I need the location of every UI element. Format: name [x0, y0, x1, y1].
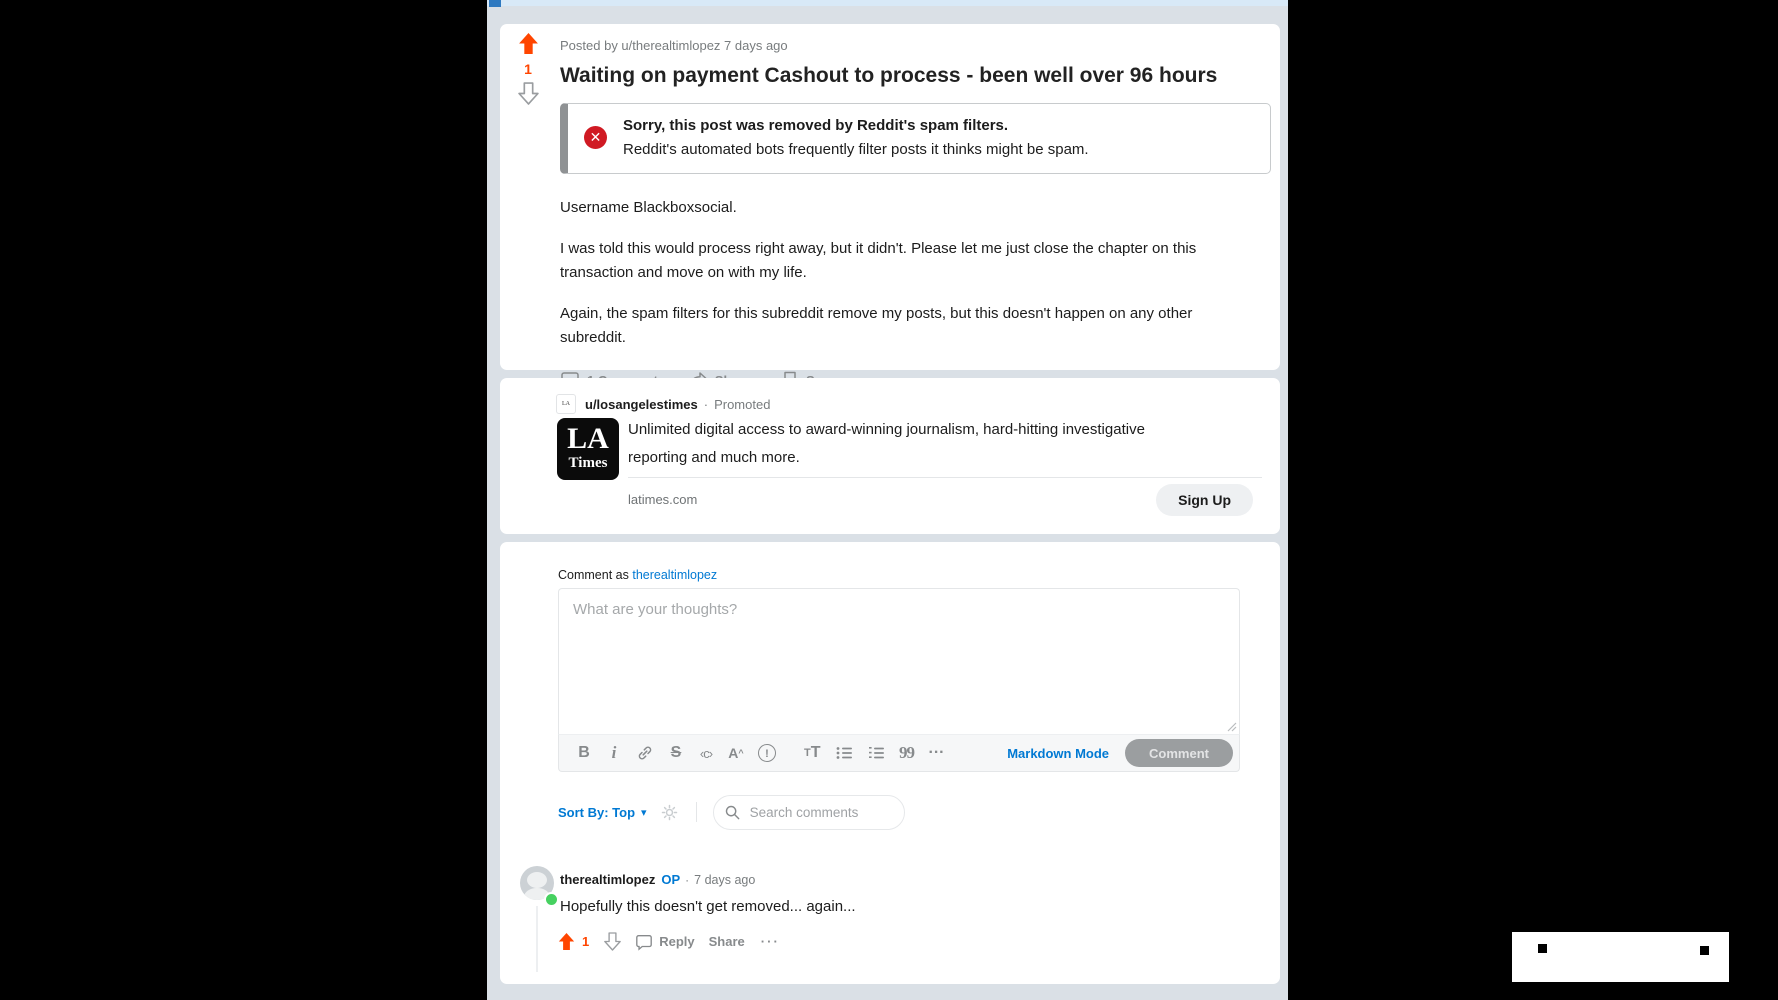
ad-promoted-label: Promoted [714, 396, 771, 412]
resize-handle[interactable] [1227, 722, 1237, 732]
post-meta: Posted by u/therealtimlopez 7 days ago [560, 38, 788, 53]
gear-icon[interactable] [661, 804, 678, 821]
spoiler-icon[interactable]: ! [758, 744, 776, 762]
comment-action-row [558, 932, 780, 951]
post-paragraph: Username Blackboxsocial. [560, 199, 737, 217]
italic-icon[interactable]: i [611, 743, 617, 762]
bulleted-list-icon[interactable] [835, 744, 853, 762]
op-badge: OP [661, 872, 681, 887]
artifact-square [1700, 946, 1709, 955]
bold-icon[interactable]: B [578, 744, 590, 761]
removal-body: Reddit's automated bots frequently filter posts it thinks might be spam. [623, 141, 1089, 159]
comment-form [558, 588, 1240, 772]
comment-share-button[interactable]: Share [708, 934, 745, 949]
top-blue-dash [489, 0, 501, 7]
post-title: Waiting on payment Cashout to process - been well over 96 hours [560, 64, 1218, 87]
ad-text[interactable]: Unlimited digital access to award-winning journalism, hard-hitting investigative reporting and much more. [628, 421, 1145, 466]
ad-separator: · [703, 396, 709, 412]
removal-title: Sorry, this post was removed by Reddit's spam filters. [623, 117, 1009, 135]
comment-upvote-icon[interactable] [558, 932, 575, 951]
link-icon[interactable] [636, 744, 654, 762]
comment-textarea[interactable] [558, 588, 1240, 734]
promoted-ad-card [500, 378, 1280, 534]
la-times-logo[interactable]: LA Times [557, 418, 619, 480]
ad-domain[interactable]: latimes.com [628, 492, 698, 507]
quote-icon[interactable]: 99 [899, 743, 915, 762]
search-comments-input[interactable] [748, 804, 892, 821]
post-content [560, 24, 1280, 402]
ad-author[interactable]: u/losangelestimes [585, 396, 698, 412]
reply-button[interactable]: Reply [635, 933, 694, 951]
comment-thread-line[interactable] [536, 906, 538, 972]
post-vote-column [500, 32, 556, 105]
comment-as-username-link[interactable]: therealtimlopez [632, 568, 718, 582]
reddit-page-viewport [487, 0, 1288, 1000]
removal-notice [560, 103, 1271, 174]
downvote-icon[interactable] [518, 82, 539, 105]
post-paragraph: I was told this would process right away, but it didn't. Please let me just close the chapter on this transaction and move on with my life. [560, 240, 1197, 282]
comment-more-button[interactable]: ··· [760, 934, 780, 949]
overlay-artifact [1512, 932, 1729, 982]
ad-avatar: LA [556, 394, 576, 414]
online-status-dot [544, 892, 559, 907]
heading-icon[interactable]: T T [804, 744, 821, 761]
ad-divider [628, 477, 1262, 478]
post-card [500, 24, 1280, 370]
sort-row [558, 794, 905, 830]
inline-code-icon[interactable]: ‹c› [699, 745, 713, 761]
comment-downvote-icon[interactable] [604, 932, 621, 951]
sign-up-button[interactable]: Sign Up [1156, 484, 1253, 516]
comment-author[interactable]: therealtimlopez [560, 872, 656, 887]
removal-error-icon: ✕ [584, 126, 607, 149]
toolbar-more-icon[interactable]: ··· [928, 744, 945, 761]
comment-bubble-icon [635, 933, 653, 951]
upvote-icon[interactable] [518, 32, 539, 55]
top-strip [487, 0, 1288, 6]
chevron-down-icon: ▾ [641, 806, 647, 819]
post-vote-count: 1 [524, 61, 532, 77]
markdown-mode-button[interactable]: Markdown Mode [1007, 745, 1110, 761]
search-icon [724, 804, 740, 820]
comment-as-label: Comment as therealtimlopez [558, 568, 718, 582]
search-comments-box[interactable] [713, 795, 905, 830]
strikethrough-icon[interactable]: S [670, 744, 682, 761]
superscript-icon[interactable]: A ^ [728, 745, 744, 761]
comment-timestamp: 7 days ago [694, 873, 756, 887]
comment-submit-button[interactable]: Comment [1125, 739, 1233, 767]
divider [696, 802, 697, 822]
post-paragraph: Again, the spam filters for this subreddit remove my posts, but this doesn't happen on any other subreddit. [560, 305, 1193, 347]
post-body [560, 196, 1262, 350]
artifact-square [1538, 944, 1547, 953]
comments-card [500, 542, 1280, 984]
numbered-list-icon[interactable] [867, 744, 885, 762]
comment-body: Hopefully this doesn't get removed... again... [560, 898, 856, 915]
removal-text [623, 117, 1089, 158]
comment-vote-count: 1 [582, 934, 590, 949]
sort-by-dropdown[interactable]: Sort By: Top [558, 804, 636, 820]
comment-header: therealtimlopez OP · 7 days ago [560, 872, 756, 887]
ad-header [556, 394, 770, 414]
comment-toolbar [558, 734, 1240, 772]
